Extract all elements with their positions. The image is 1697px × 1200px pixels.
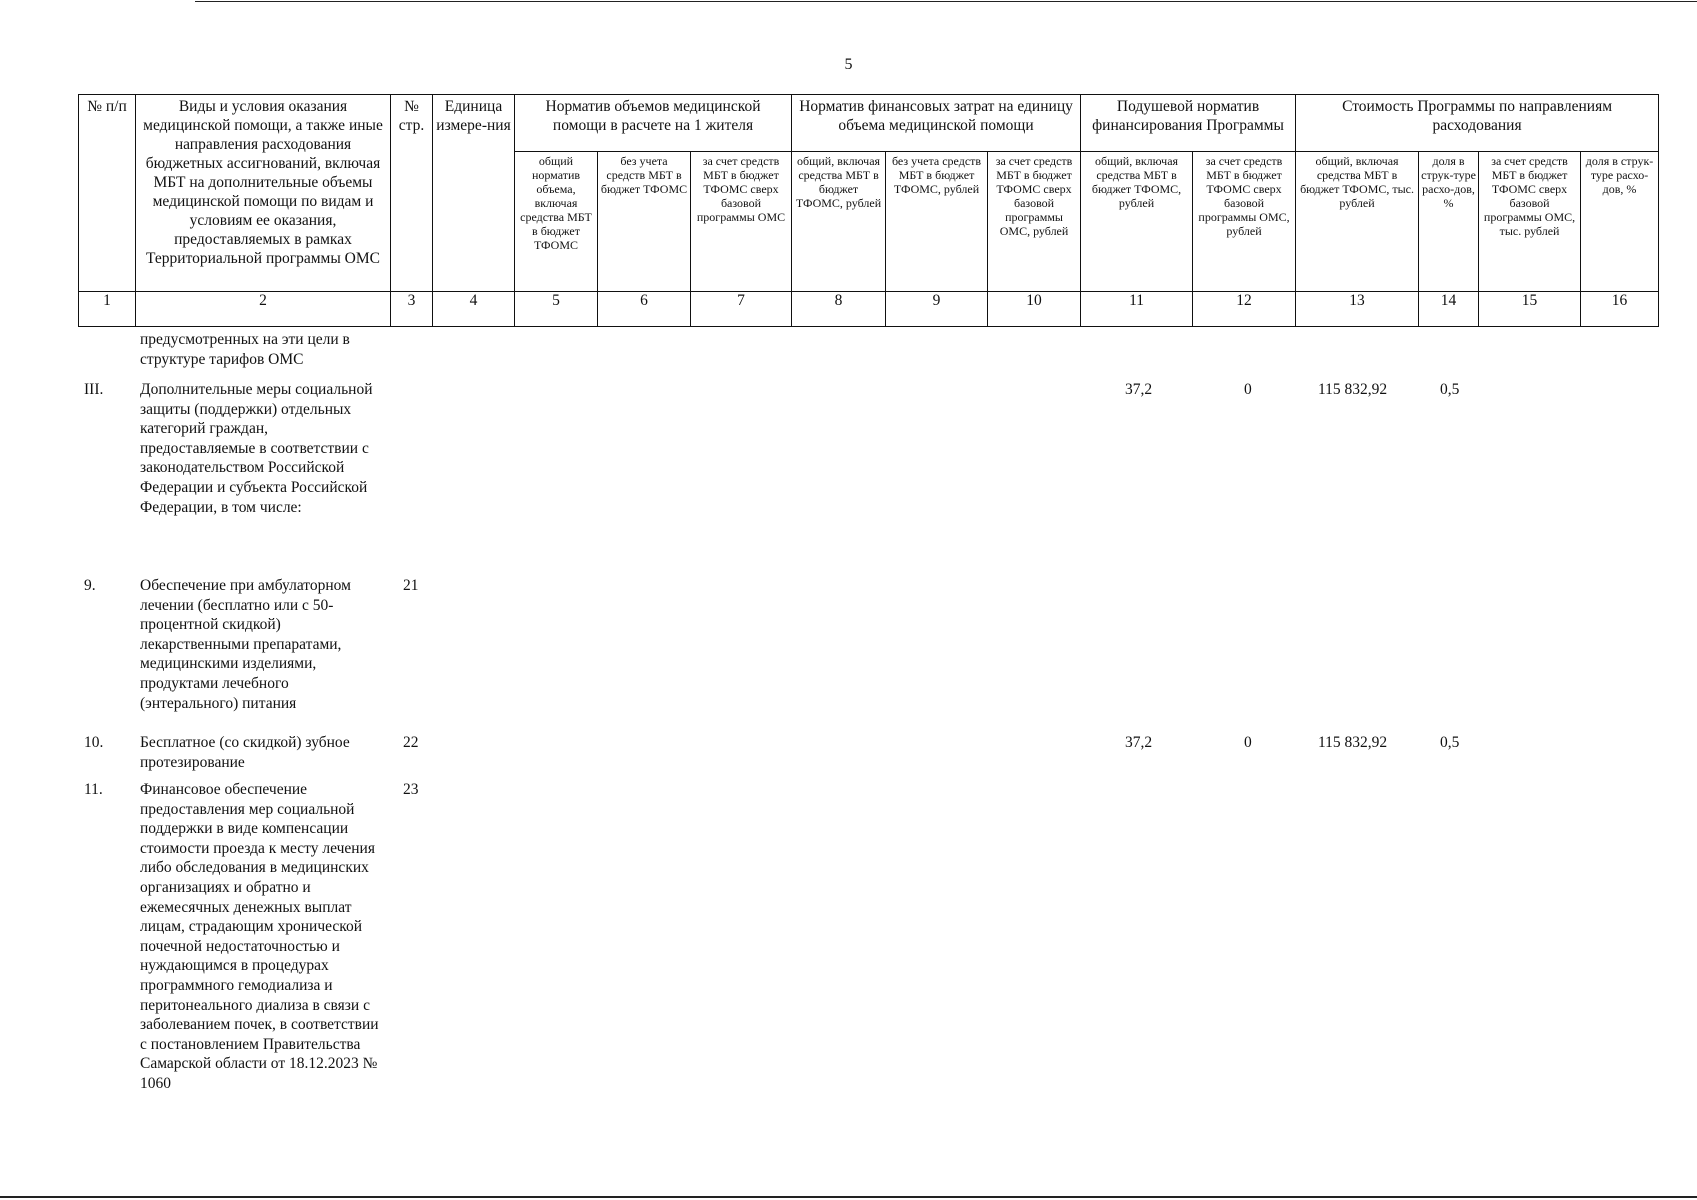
column-number: 10: [988, 292, 1081, 327]
bottom-edge-line: [0, 1196, 1697, 1198]
row-value-col14: 0,5: [1440, 381, 1460, 398]
column-number: 2: [136, 292, 391, 327]
row-value-col13: 115 832,92: [1318, 734, 1388, 751]
header-col-1: № п/п: [79, 95, 136, 292]
header-col-6: без учета средств МБТ в бюджет ТФОМС: [598, 152, 691, 292]
continuation-text: предусмотренных на эти цели в структуре тарифов ОМС: [140, 331, 350, 368]
header-col-4: Единица измере-ния: [433, 95, 515, 292]
header-col-5: общий норматив объема, включая средства МБТ в бюджет ТФОМС: [515, 152, 598, 292]
header-col-15: за счет средств МБТ в бюджет ТФОМС сверх базовой программы ОМС, тыс. рублей: [1479, 152, 1581, 292]
header-col-16: доля в струк-туре расхо-дов, %: [1581, 152, 1659, 292]
page-number: 5: [844, 56, 853, 73]
row-number: 10.: [84, 734, 104, 751]
top-edge-line: [195, 1, 1697, 2]
column-number: 4: [433, 292, 515, 327]
column-number: 13: [1296, 292, 1419, 327]
row-number: 9.: [84, 577, 96, 594]
column-number: 1: [79, 292, 136, 327]
header-group-cost: Норматив финансовых затрат на единицу объема медицинской помощи: [792, 95, 1081, 152]
row-value-col11: 37,2: [1125, 734, 1153, 751]
header-group-volume: Норматив объемов медицинской помощи в расчете на 1 жителя: [515, 95, 792, 152]
header-col-7: за счет средств МБТ в бюджет ТФОМС сверх базовой программы ОМС: [691, 152, 792, 292]
row-value-col12: 0: [1244, 734, 1252, 751]
column-number: 14: [1419, 292, 1479, 327]
row-value-col13: 115 832,92: [1318, 381, 1388, 398]
column-number: 5: [515, 292, 598, 327]
column-number: 9: [886, 292, 988, 327]
header-col-3: № стр.: [391, 95, 433, 292]
column-number: 16: [1581, 292, 1659, 327]
row-number: 11.: [84, 781, 103, 798]
column-number: 8: [792, 292, 886, 327]
header-col-8: общий, включая средства МБТ в бюджет ТФОМС, рублей: [792, 152, 886, 292]
row-description: Финансовое обеспечение предоставления мер социальной поддержки в виде компенсации стоимости проезда к месту лечения либо обследования в медицинских организациях и обратно и ежемесячных денежных выплат лицам, страдающим хронической почечной недостаточностью и нуждающимся в процедурах программного гемодиализа и перитонеального диализа в связи с заболеванием почек, в соответствии с постановлением Правительства Самарской области от 18.12.2023 № 1060: [140, 781, 379, 1092]
header-col-11: общий, включая средства МБТ в бюджет ТФОМС, рублей: [1081, 152, 1193, 292]
column-number: 11: [1081, 292, 1193, 327]
header-col-14: доля в струк-туре расхо-дов, %: [1419, 152, 1479, 292]
row-number: III.: [84, 381, 104, 398]
row-line-number: 23: [403, 781, 419, 798]
column-number: 6: [598, 292, 691, 327]
row-value-col12: 0: [1244, 381, 1252, 398]
header-col-10: за счет средств МБТ в бюджет ТФОМС сверх базовой программы ОМС, рублей: [988, 152, 1081, 292]
column-number: 12: [1193, 292, 1296, 327]
row-value-col11: 37,2: [1125, 381, 1153, 398]
header-group-percapita: Подушевой норматив финансирования Программы: [1081, 95, 1296, 152]
row-value-col14: 0,5: [1440, 734, 1460, 751]
column-number: 15: [1479, 292, 1581, 327]
header-group-program-cost: Стоимость Программы по направлениям расходования: [1296, 95, 1659, 152]
row-description: Дополнительные меры социальной защиты (поддержки) отдельных категорий граждан, предоставляемые в соответствии с законодательством Российской Федерации и субъекта Российской Федерации, в том числе:: [140, 381, 373, 516]
header-col-13: общий, включая средства МБТ в бюджет ТФОМС, тыс. рублей: [1296, 152, 1419, 292]
row-description: Бесплатное (со скидкой) зубное протезирование: [140, 734, 350, 771]
column-number: 3: [391, 292, 433, 327]
row-line-number: 22: [403, 734, 419, 751]
header-col-2: Виды и условия оказания медицинской помощи, а также иные направления расходования бюджетных ассигнований, включая МБТ на дополнительные объемы медицинской помощи по видам и условиям ее оказания, предоставляемых в рамках Территориальной программы ОМС: [136, 95, 391, 292]
row-description: Обеспечение при амбулаторном лечении (бесплатно или с 50-процентной скидкой) лекарственными препаратами, медицинскими изделиями, продуктами лечебного (энтерального) питания: [140, 577, 351, 712]
row-line-number: 21: [403, 577, 419, 594]
column-number: 7: [691, 292, 792, 327]
header-table: [78, 94, 1659, 327]
header-col-9: без учета средств МБТ в бюджет ТФОМС, рублей: [886, 152, 988, 292]
header-col-12: за счет средств МБТ в бюджет ТФОМС сверх базовой программы ОМС, рублей: [1193, 152, 1296, 292]
